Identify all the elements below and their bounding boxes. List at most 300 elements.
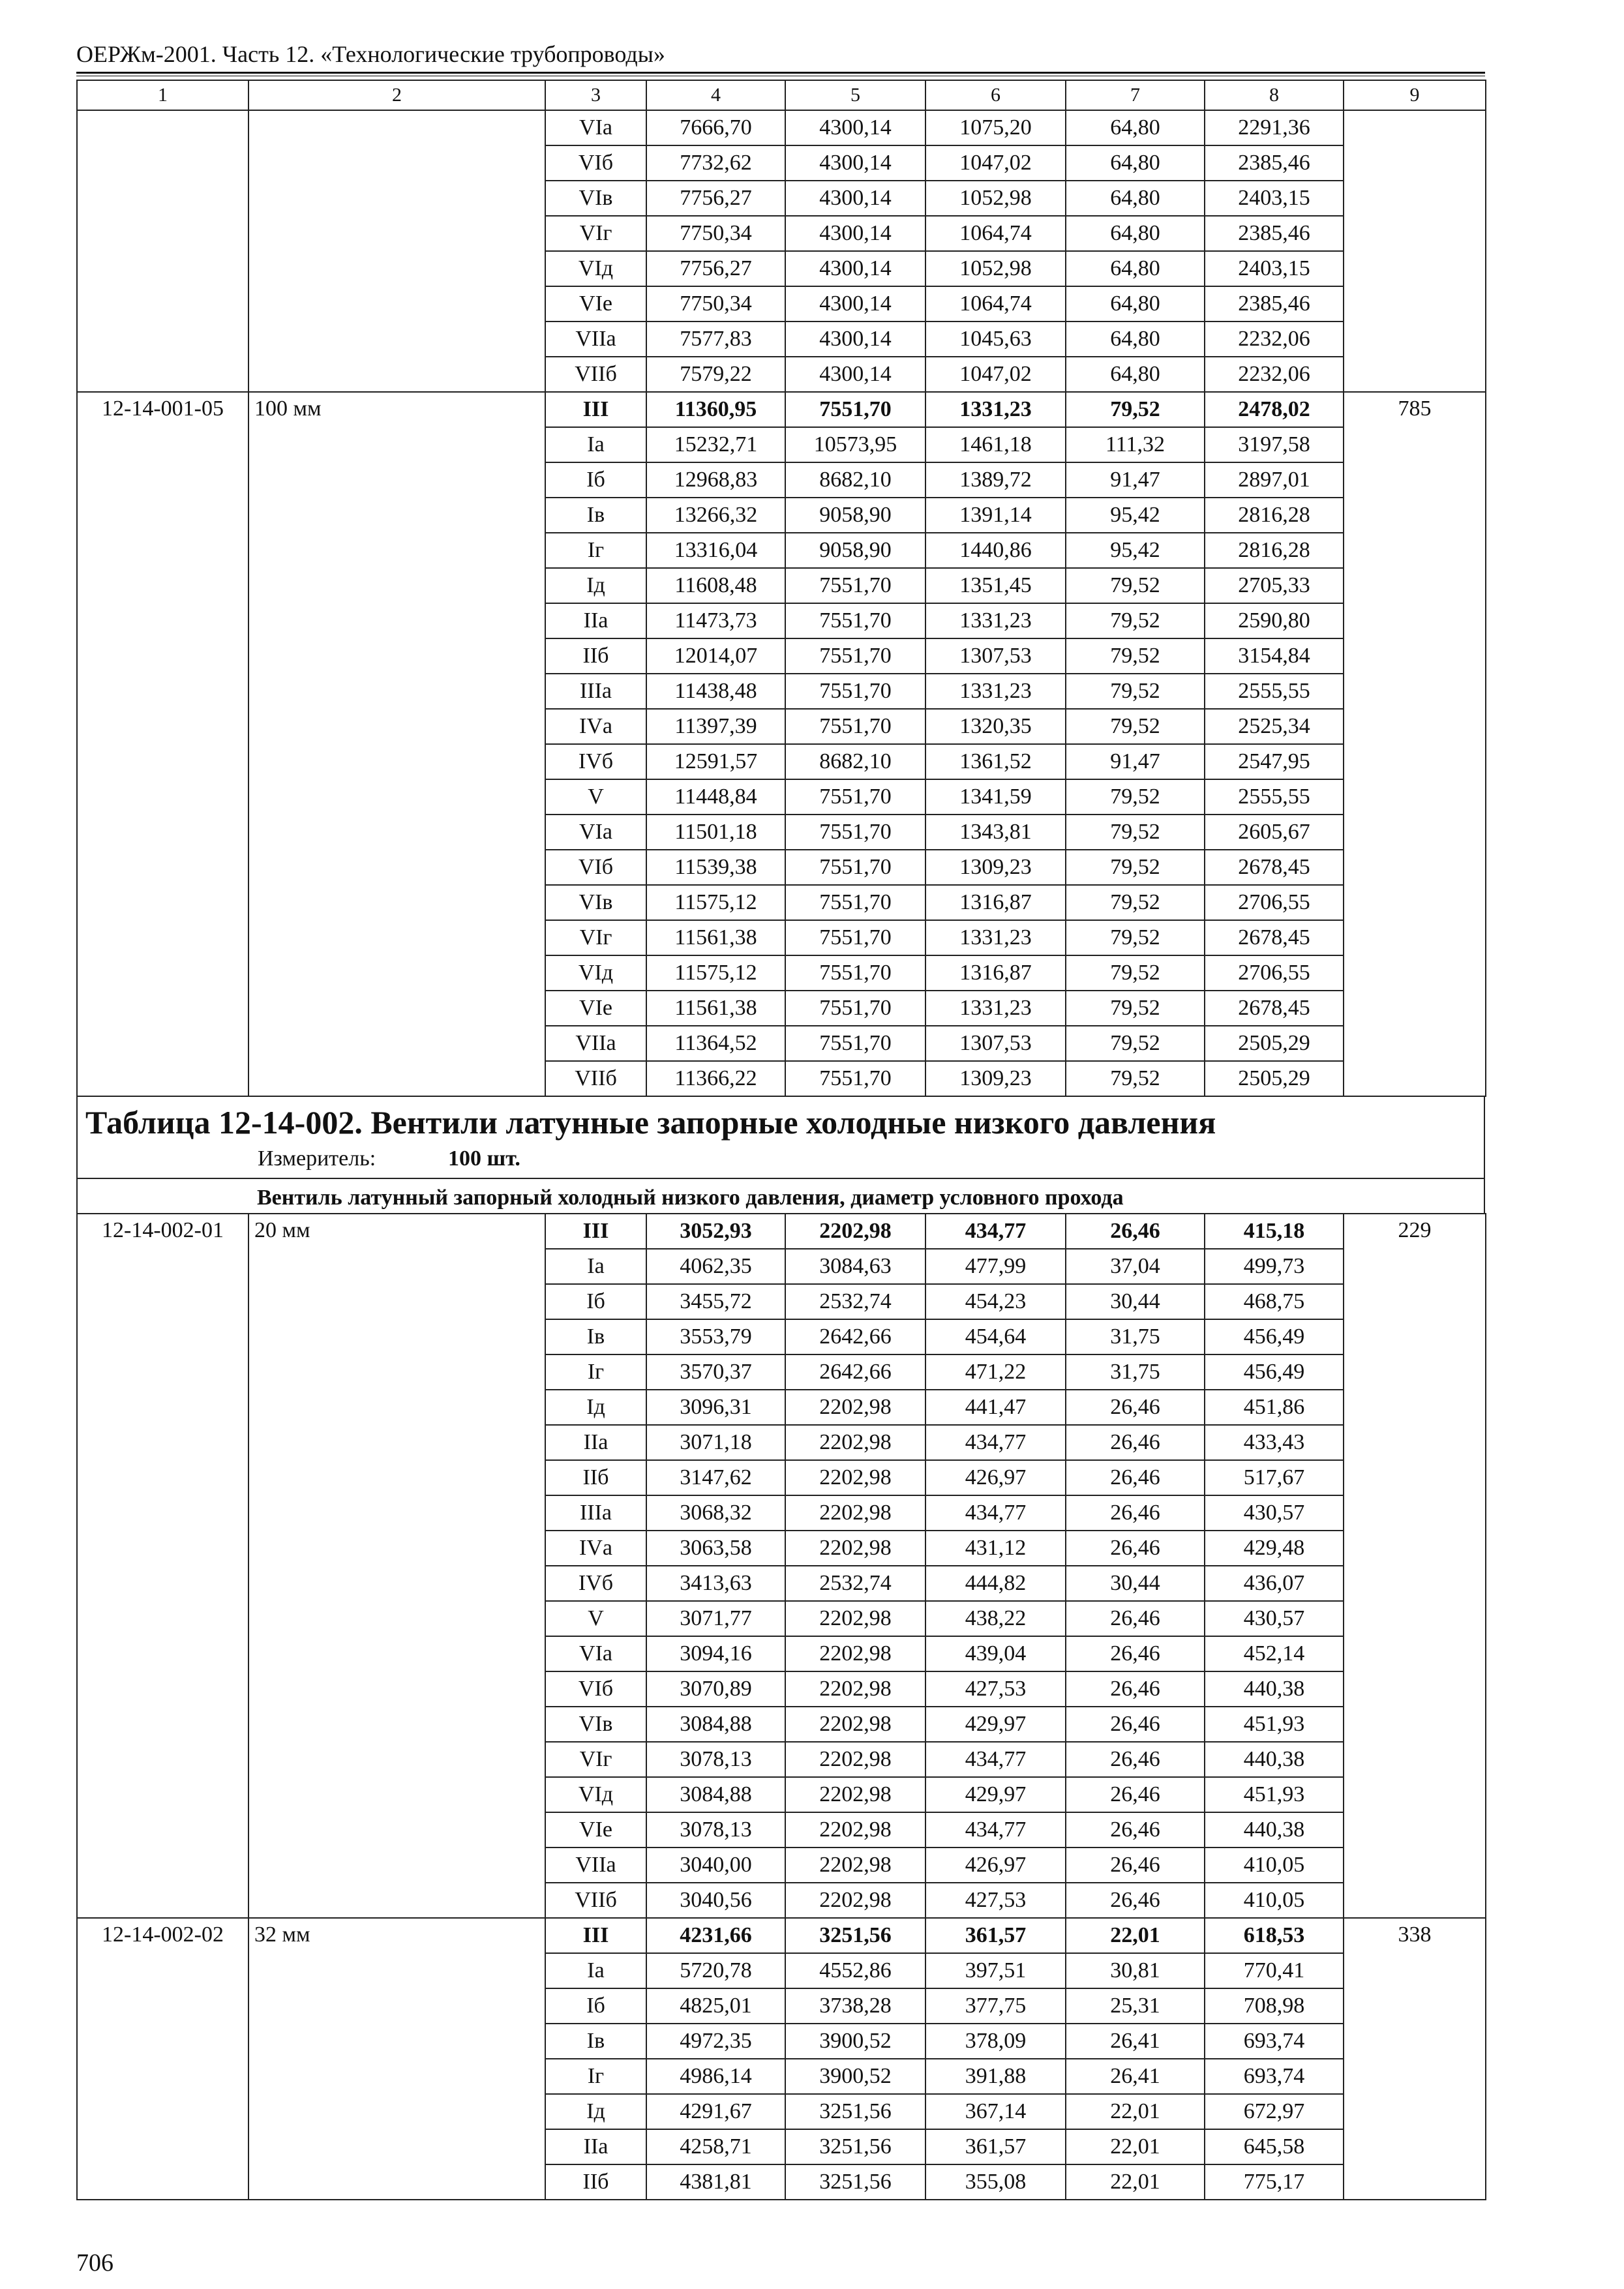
material-cost-cell: 2232,06: [1205, 357, 1344, 392]
zone-cell: Iд: [545, 2094, 646, 2129]
material-cost-cell: 499,73: [1205, 1249, 1344, 1284]
labor-cost-cell: 7551,70: [785, 920, 925, 955]
total-cost-cell: 13316,04: [646, 533, 785, 568]
labor-cost-cell: 2202,98: [785, 1777, 925, 1812]
zone-cell: VIа: [545, 110, 646, 145]
zone-cell: Iа: [545, 1249, 646, 1284]
zone-cell: Iд: [545, 1390, 646, 1425]
material-cost-cell: 2816,28: [1205, 533, 1344, 568]
operator-wage-cell: 26,41: [1066, 2059, 1205, 2094]
zone-cell: IVб: [545, 1566, 646, 1601]
machine-cost-cell: 444,82: [925, 1566, 1066, 1601]
material-cost-cell: 2897,01: [1205, 462, 1344, 498]
zone-cell: VIг: [545, 216, 646, 251]
total-cost-cell: 7750,34: [646, 286, 785, 322]
operator-wage-cell: 79,52: [1066, 638, 1205, 674]
material-cost-cell: 2706,55: [1205, 955, 1344, 991]
labor-cost-cell: 9058,90: [785, 533, 925, 568]
machine-cost-cell: 1351,45: [925, 568, 1066, 603]
labor-cost-cell: 7551,70: [785, 815, 925, 850]
machine-cost-cell: 1440,86: [925, 533, 1066, 568]
price-table: [76, 80, 1485, 2200]
operator-wage-cell: 26,46: [1066, 1425, 1205, 1460]
labor-cost-cell: 9058,90: [785, 498, 925, 533]
zone-cell: Iв: [545, 2024, 646, 2059]
total-cost-cell: 3068,32: [646, 1495, 785, 1531]
zone-cell: III: [545, 1214, 646, 1249]
zone-cell: IIIа: [545, 674, 646, 709]
machine-cost-cell: 1064,74: [925, 286, 1066, 322]
machine-cost-cell: 1343,81: [925, 815, 1066, 850]
zone-cell: VIа: [545, 1636, 646, 1671]
total-cost-cell: 7666,70: [646, 110, 785, 145]
total-cost-cell: 3570,37: [646, 1354, 785, 1390]
machine-cost-cell: 471,22: [925, 1354, 1066, 1390]
machine-cost-cell: 1331,23: [925, 392, 1066, 427]
zone-cell: VIг: [545, 920, 646, 955]
total-cost-cell: 3052,93: [646, 1214, 785, 1249]
material-cost-cell: 456,49: [1205, 1354, 1344, 1390]
operator-wage-cell: 95,42: [1066, 533, 1205, 568]
machine-cost-cell: 434,77: [925, 1214, 1066, 1249]
labor-cost-cell: 7551,70: [785, 709, 925, 744]
labor-cost-cell: 7551,70: [785, 779, 925, 815]
labor-cost-cell: 3900,52: [785, 2024, 925, 2059]
zone-cell: VIе: [545, 991, 646, 1026]
labor-cost-cell: 7551,70: [785, 674, 925, 709]
total-cost-cell: 11448,84: [646, 779, 785, 815]
material-cost-cell: 430,57: [1205, 1495, 1344, 1531]
machine-cost-cell: 434,77: [925, 1742, 1066, 1777]
total-cost-cell: 5720,78: [646, 1953, 785, 1988]
labor-cost-cell: 2202,98: [785, 1848, 925, 1883]
total-cost-cell: 11575,12: [646, 955, 785, 991]
material-cost-cell: 645,58: [1205, 2129, 1344, 2164]
zone-cell: VIIа: [545, 1026, 646, 1061]
operator-wage-cell: 26,46: [1066, 1777, 1205, 1812]
machine-cost-cell: 427,53: [925, 1883, 1066, 1918]
total-cost-cell: 3147,62: [646, 1460, 785, 1495]
total-cost-cell: 4062,35: [646, 1249, 785, 1284]
material-cost-cell: 3197,58: [1205, 427, 1344, 462]
total-cost-cell: 4825,01: [646, 1988, 785, 2024]
labor-cost-cell: 2202,98: [785, 1883, 925, 1918]
operator-wage-cell: 95,42: [1066, 498, 1205, 533]
operator-wage-cell: 91,47: [1066, 744, 1205, 779]
operator-wage-cell: 26,41: [1066, 2024, 1205, 2059]
labor-cost-cell: 7551,70: [785, 991, 925, 1026]
machine-cost-cell: 1045,63: [925, 322, 1066, 357]
material-cost-cell: 2678,45: [1205, 991, 1344, 1026]
material-cost-cell: 2291,36: [1205, 110, 1344, 145]
labor-cost-cell: 3251,56: [785, 1918, 925, 1953]
material-cost-cell: 2385,46: [1205, 216, 1344, 251]
zone-cell: V: [545, 779, 646, 815]
material-cost-cell: 2478,02: [1205, 392, 1344, 427]
table-row: [77, 110, 1486, 145]
material-cost-cell: 2555,55: [1205, 779, 1344, 815]
column-number: 2: [248, 80, 545, 110]
zone-cell: VIе: [545, 1812, 646, 1848]
material-cost-cell: 693,74: [1205, 2024, 1344, 2059]
machine-cost-cell: 426,97: [925, 1460, 1066, 1495]
material-cost-cell: 2706,55: [1205, 885, 1344, 920]
column-number: 6: [925, 80, 1066, 110]
labor-cost-cell: 7551,70: [785, 1026, 925, 1061]
labor-cost-cell: 10573,95: [785, 427, 925, 462]
machine-cost-cell: 441,47: [925, 1390, 1066, 1425]
labor-cost-cell: 2642,66: [785, 1319, 925, 1354]
zone-cell: Iа: [545, 1953, 646, 1988]
labor-cost-cell: 2202,98: [785, 1495, 925, 1531]
machine-cost-cell: 1361,52: [925, 744, 1066, 779]
machine-cost-cell: 1316,87: [925, 885, 1066, 920]
operator-wage-cell: 64,80: [1066, 251, 1205, 286]
machine-cost-cell: 1309,23: [925, 1061, 1066, 1096]
material-cost-cell: 2525,34: [1205, 709, 1344, 744]
total-cost-cell: 11360,95: [646, 392, 785, 427]
zone-cell: Iб: [545, 1988, 646, 2024]
machine-cost-cell: 355,08: [925, 2164, 1066, 2200]
material-cost-cell: 2605,67: [1205, 815, 1344, 850]
zone-cell: V: [545, 1601, 646, 1636]
zone-cell: VIг: [545, 1742, 646, 1777]
labor-cost-cell: 7551,70: [785, 1061, 925, 1096]
column-number: 9: [1344, 80, 1486, 110]
total-cost-cell: 3071,77: [646, 1601, 785, 1636]
machine-cost-cell: 429,97: [925, 1777, 1066, 1812]
machine-cost-cell: 434,77: [925, 1812, 1066, 1848]
continued-entry-code: [77, 110, 248, 392]
zone-cell: III: [545, 1918, 646, 1953]
total-cost-cell: 7732,62: [646, 145, 785, 181]
labor-cost-cell: 8682,10: [785, 744, 925, 779]
zone-cell: VIб: [545, 1671, 646, 1707]
material-cost-cell: 436,07: [1205, 1566, 1344, 1601]
column-number: 7: [1066, 80, 1205, 110]
labor-cost-cell: 3084,63: [785, 1249, 925, 1284]
operator-wage-cell: 91,47: [1066, 462, 1205, 498]
labor-cost-cell: 2532,74: [785, 1566, 925, 1601]
table-upper: [76, 80, 1486, 1097]
zone-cell: VIа: [545, 815, 646, 850]
machine-cost-cell: 377,75: [925, 1988, 1066, 2024]
total-cost-cell: 3094,16: [646, 1636, 785, 1671]
machine-cost-cell: 367,14: [925, 2094, 1066, 2129]
material-cost-cell: 415,18: [1205, 1214, 1344, 1249]
total-cost-cell: 4381,81: [646, 2164, 785, 2200]
labor-cost-cell: 4300,14: [785, 322, 925, 357]
material-cost-cell: 452,14: [1205, 1636, 1344, 1671]
operator-wage-cell: 79,52: [1066, 920, 1205, 955]
machine-cost-cell: 434,77: [925, 1425, 1066, 1460]
operator-wage-cell: 26,46: [1066, 1812, 1205, 1848]
labor-cost-cell: 7551,70: [785, 603, 925, 638]
labor-cost-cell: 4300,14: [785, 110, 925, 145]
operator-wage-cell: 26,46: [1066, 1848, 1205, 1883]
operator-wage-cell: 64,80: [1066, 322, 1205, 357]
labor-cost-cell: 2202,98: [785, 1742, 925, 1777]
operator-wage-cell: 79,52: [1066, 955, 1205, 991]
labor-cost-cell: 2202,98: [785, 1460, 925, 1495]
zone-cell: Iг: [545, 1354, 646, 1390]
material-cost-cell: 2403,15: [1205, 251, 1344, 286]
machine-cost-cell: 391,88: [925, 2059, 1066, 2094]
total-cost-cell: 3455,72: [646, 1284, 785, 1319]
machine-cost-cell: 397,51: [925, 1953, 1066, 1988]
material-cost-cell: 2505,29: [1205, 1026, 1344, 1061]
machine-cost-cell: 1052,98: [925, 251, 1066, 286]
entry-12-14-002-01-name: 20 мм: [248, 1214, 545, 1918]
total-cost-cell: 3063,58: [646, 1531, 785, 1566]
material-cost-cell: 451,86: [1205, 1390, 1344, 1425]
entry-12-14-001-05-name: 100 мм: [248, 392, 545, 1096]
operator-wage-cell: 31,75: [1066, 1354, 1205, 1390]
zone-cell: VIв: [545, 181, 646, 216]
operator-wage-cell: 26,46: [1066, 1531, 1205, 1566]
entry-12-14-002-02-name: 32 мм: [248, 1918, 545, 2200]
zone-cell: IVа: [545, 1531, 646, 1566]
machine-cost-cell: 434,77: [925, 1495, 1066, 1531]
material-cost-cell: 672,97: [1205, 2094, 1344, 2129]
labor-cost-cell: 2202,98: [785, 1601, 925, 1636]
machine-cost-cell: 1316,87: [925, 955, 1066, 991]
table-row: [77, 1214, 1486, 1249]
material-cost-cell: 693,74: [1205, 2059, 1344, 2094]
zone-cell: VIIа: [545, 322, 646, 357]
labor-cost-cell: 4300,14: [785, 357, 925, 392]
labor-cost-cell: 7551,70: [785, 955, 925, 991]
operator-wage-cell: 30,44: [1066, 1566, 1205, 1601]
material-cost-cell: 770,41: [1205, 1953, 1344, 1988]
zone-cell: VIIб: [545, 1061, 646, 1096]
material-cost-cell: 451,93: [1205, 1707, 1344, 1742]
operator-wage-cell: 26,46: [1066, 1214, 1205, 1249]
section-heading: [76, 1178, 1485, 1213]
labor-cost-cell: 2202,98: [785, 1214, 925, 1249]
machine-cost-cell: 1391,14: [925, 498, 1066, 533]
labor-cost-cell: 4300,14: [785, 286, 925, 322]
total-cost-cell: 7756,27: [646, 181, 785, 216]
total-cost-cell: 11561,38: [646, 991, 785, 1026]
zone-cell: VIд: [545, 955, 646, 991]
total-cost-cell: 3040,00: [646, 1848, 785, 1883]
total-cost-cell: 11575,12: [646, 885, 785, 920]
material-cost-cell: 429,48: [1205, 1531, 1344, 1566]
labor-cost-cell: 2202,98: [785, 1425, 925, 1460]
operator-wage-cell: 22,01: [1066, 2164, 1205, 2200]
machine-cost-cell: 1331,23: [925, 603, 1066, 638]
labor-cost-cell: 2202,98: [785, 1390, 925, 1425]
machine-cost-cell: 1309,23: [925, 850, 1066, 885]
machine-cost-cell: 426,97: [925, 1848, 1066, 1883]
labor-cost-cell: 2532,74: [785, 1284, 925, 1319]
total-cost-cell: 4972,35: [646, 2024, 785, 2059]
zone-cell: VIб: [545, 145, 646, 181]
operator-wage-cell: 26,46: [1066, 1636, 1205, 1671]
total-cost-cell: 11561,38: [646, 920, 785, 955]
column-number: 8: [1205, 80, 1344, 110]
meter-value: 100 шт.: [448, 1146, 520, 1171]
labor-cost-cell: 2202,98: [785, 1812, 925, 1848]
table-row: [77, 392, 1486, 427]
total-cost-cell: 3084,88: [646, 1777, 785, 1812]
labor-cost-cell: 4300,14: [785, 145, 925, 181]
header-rule: [76, 72, 1485, 74]
machine-cost-cell: 454,23: [925, 1284, 1066, 1319]
material-cost-cell: 433,43: [1205, 1425, 1344, 1460]
total-cost-cell: 11366,22: [646, 1061, 785, 1096]
meter-label: Измеритель:: [258, 1146, 376, 1171]
entry-12-14-002-01-col9: 229: [1344, 1214, 1486, 1918]
machine-cost-cell: 438,22: [925, 1601, 1066, 1636]
total-cost-cell: 11608,48: [646, 568, 785, 603]
entry-12-14-002-01-code: 12-14-002-01: [77, 1214, 248, 1918]
material-cost-cell: 2403,15: [1205, 181, 1344, 216]
total-cost-cell: 3070,89: [646, 1671, 785, 1707]
operator-wage-cell: 26,46: [1066, 1601, 1205, 1636]
operator-wage-cell: 26,46: [1066, 1671, 1205, 1707]
labor-cost-cell: 3251,56: [785, 2164, 925, 2200]
machine-cost-cell: 1331,23: [925, 920, 1066, 955]
zone-cell: Iб: [545, 1284, 646, 1319]
operator-wage-cell: 64,80: [1066, 216, 1205, 251]
material-cost-cell: 2678,45: [1205, 920, 1344, 955]
operator-wage-cell: 79,52: [1066, 991, 1205, 1026]
zone-cell: VIв: [545, 885, 646, 920]
zone-cell: III: [545, 392, 646, 427]
machine-cost-cell: 378,09: [925, 2024, 1066, 2059]
operator-wage-cell: 64,80: [1066, 181, 1205, 216]
machine-cost-cell: 1331,23: [925, 674, 1066, 709]
total-cost-cell: 3413,63: [646, 1566, 785, 1601]
operator-wage-cell: 22,01: [1066, 2129, 1205, 2164]
material-cost-cell: 440,38: [1205, 1812, 1344, 1848]
operator-wage-cell: 79,52: [1066, 674, 1205, 709]
material-cost-cell: 2232,06: [1205, 322, 1344, 357]
labor-cost-cell: 2202,98: [785, 1531, 925, 1566]
operator-wage-cell: 79,52: [1066, 885, 1205, 920]
machine-cost-cell: 361,57: [925, 2129, 1066, 2164]
total-cost-cell: 7756,27: [646, 251, 785, 286]
operator-wage-cell: 26,46: [1066, 1707, 1205, 1742]
machine-cost-cell: 431,12: [925, 1531, 1066, 1566]
zone-cell: IIб: [545, 1460, 646, 1495]
material-cost-cell: 2385,46: [1205, 145, 1344, 181]
labor-cost-cell: 2202,98: [785, 1671, 925, 1707]
total-cost-cell: 3096,31: [646, 1390, 785, 1425]
labor-cost-cell: 8682,10: [785, 462, 925, 498]
table-lower: [76, 1213, 1486, 2200]
material-cost-cell: 451,93: [1205, 1777, 1344, 1812]
operator-wage-cell: 111,32: [1066, 427, 1205, 462]
machine-cost-cell: 1307,53: [925, 1026, 1066, 1061]
zone-cell: IIб: [545, 638, 646, 674]
machine-cost-cell: 1341,59: [925, 779, 1066, 815]
labor-cost-cell: 4300,14: [785, 251, 925, 286]
machine-cost-cell: 454,64: [925, 1319, 1066, 1354]
material-cost-cell: 456,49: [1205, 1319, 1344, 1354]
machine-cost-cell: 361,57: [925, 1918, 1066, 1953]
labor-cost-cell: 7551,70: [785, 850, 925, 885]
total-cost-cell: 11397,39: [646, 709, 785, 744]
zone-cell: IIIа: [545, 1495, 646, 1531]
operator-wage-cell: 26,46: [1066, 1742, 1205, 1777]
material-cost-cell: 410,05: [1205, 1848, 1344, 1883]
zone-cell: IIб: [545, 2164, 646, 2200]
total-cost-cell: 11539,38: [646, 850, 785, 885]
operator-wage-cell: 79,52: [1066, 392, 1205, 427]
zone-cell: Iв: [545, 498, 646, 533]
zone-cell: Iв: [545, 1319, 646, 1354]
operator-wage-cell: 22,01: [1066, 1918, 1205, 1953]
operator-wage-cell: 26,46: [1066, 1883, 1205, 1918]
zone-cell: VIе: [545, 286, 646, 322]
machine-cost-cell: 427,53: [925, 1671, 1066, 1707]
operator-wage-cell: 22,01: [1066, 2094, 1205, 2129]
zone-cell: VIб: [545, 850, 646, 885]
total-cost-cell: 15232,71: [646, 427, 785, 462]
zone-cell: Iб: [545, 462, 646, 498]
table-title: Таблица 12-14-002. Вентили латунные запорные холодные низкого давления: [85, 1104, 1216, 1141]
total-cost-cell: 3553,79: [646, 1319, 785, 1354]
operator-wage-cell: 31,75: [1066, 1319, 1205, 1354]
material-cost-cell: 775,17: [1205, 2164, 1344, 2200]
machine-cost-cell: 1389,72: [925, 462, 1066, 498]
operator-wage-cell: 79,52: [1066, 850, 1205, 885]
operator-wage-cell: 64,80: [1066, 286, 1205, 322]
machine-cost-cell: 1064,74: [925, 216, 1066, 251]
zone-cell: VIд: [545, 1777, 646, 1812]
machine-cost-cell: 439,04: [925, 1636, 1066, 1671]
zone-cell: Iг: [545, 533, 646, 568]
zone-cell: VIд: [545, 251, 646, 286]
total-cost-cell: 12591,57: [646, 744, 785, 779]
labor-cost-cell: 4552,86: [785, 1953, 925, 1988]
continued-entry-name: [248, 110, 545, 392]
operator-wage-cell: 79,52: [1066, 779, 1205, 815]
running-header: ОЕРЖм-2001. Часть 12. «Технологические трубопроводы»: [76, 41, 665, 67]
machine-cost-cell: 1075,20: [925, 110, 1066, 145]
material-cost-cell: 2816,28: [1205, 498, 1344, 533]
zone-cell: VIIа: [545, 1848, 646, 1883]
machine-cost-cell: 1331,23: [925, 991, 1066, 1026]
machine-cost-cell: 1047,02: [925, 357, 1066, 392]
material-cost-cell: 440,38: [1205, 1671, 1344, 1707]
table-row: [77, 1918, 1486, 1953]
labor-cost-cell: 7551,70: [785, 568, 925, 603]
total-cost-cell: 4258,71: [646, 2129, 785, 2164]
total-cost-cell: 12968,83: [646, 462, 785, 498]
total-cost-cell: 4986,14: [646, 2059, 785, 2094]
machine-cost-cell: 429,97: [925, 1707, 1066, 1742]
total-cost-cell: 11438,48: [646, 674, 785, 709]
total-cost-cell: 4291,67: [646, 2094, 785, 2129]
operator-wage-cell: 64,80: [1066, 357, 1205, 392]
zone-cell: Iг: [545, 2059, 646, 2094]
total-cost-cell: 4231,66: [646, 1918, 785, 1953]
continued-entry-col9: [1344, 110, 1486, 392]
total-cost-cell: 7750,34: [646, 216, 785, 251]
operator-wage-cell: 64,80: [1066, 145, 1205, 181]
labor-cost-cell: 3251,56: [785, 2129, 925, 2164]
material-cost-cell: 2590,80: [1205, 603, 1344, 638]
operator-wage-cell: 30,81: [1066, 1953, 1205, 1988]
section-heading-text: Вентиль латунный запорный холодный низкого давления, диаметр условного прохода: [257, 1186, 1124, 1210]
zone-cell: Iа: [545, 427, 646, 462]
operator-wage-cell: 79,52: [1066, 815, 1205, 850]
material-cost-cell: 708,98: [1205, 1988, 1344, 2024]
